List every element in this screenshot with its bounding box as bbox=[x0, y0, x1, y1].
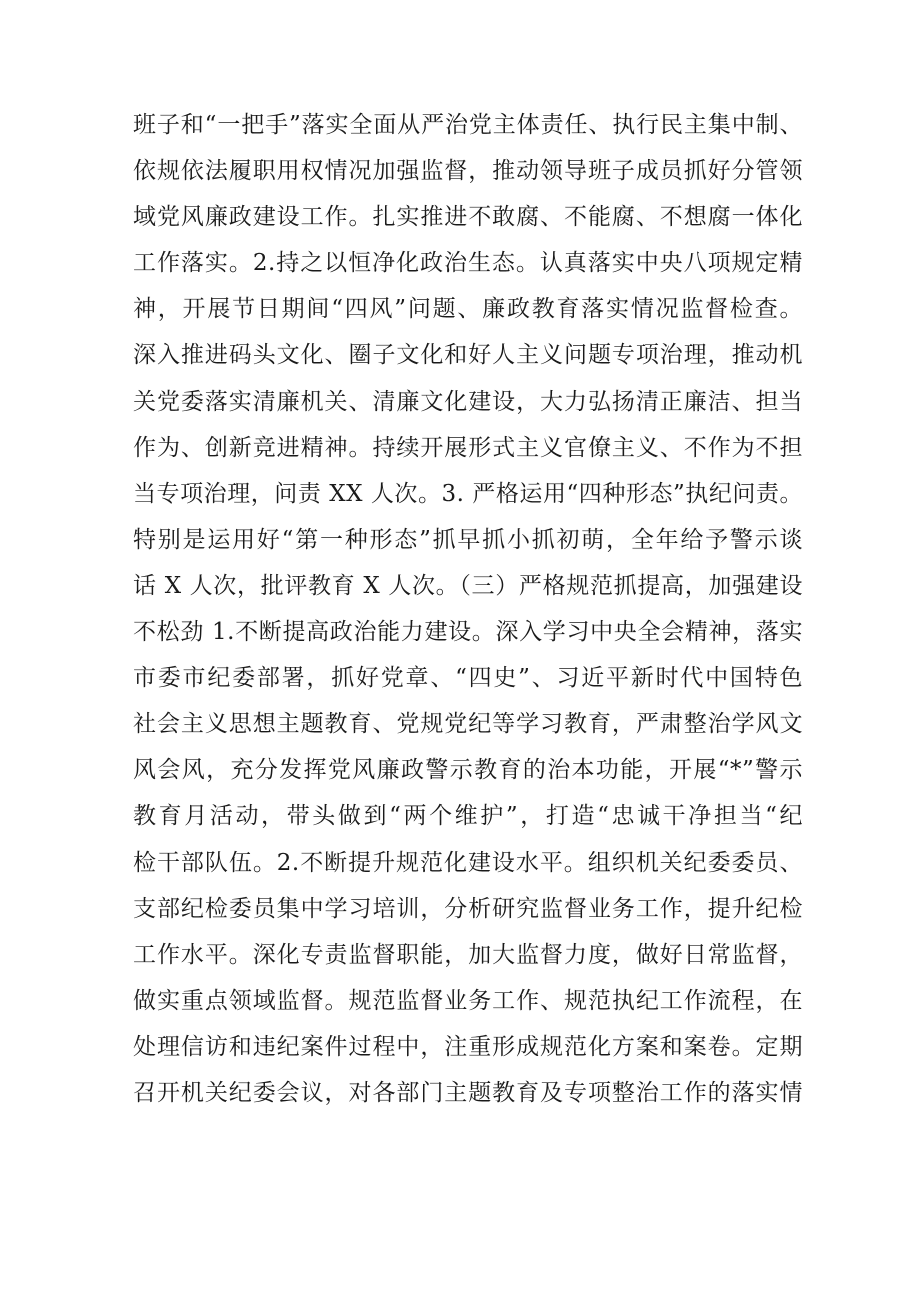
text-line-17: 检干部队伍。2.不断提升规范化建设水平。组织机关纪委委员、 bbox=[133, 849, 803, 876]
body-text bbox=[133, 102, 803, 1116]
text-line-7: 关党委落实清廉机关、清廉文化建设，大力弘扬清正廉洁、担当 bbox=[133, 388, 803, 415]
text-line-4: 工作落实。2.持之以恒净化政治生态。认真落实中央八项规定精 bbox=[133, 250, 803, 277]
text-line-8: 作为、创新竞进精神。持续开展形式主义官僚主义、不作为不担 bbox=[133, 434, 803, 461]
text-line-22: 召开机关纪委会议，对各部门主题教育及专项整治工作的落实情 bbox=[133, 1079, 803, 1106]
text-line-13: 市委市纪委部署，抓好党章、“四史”、习近平新时代中国特色 bbox=[133, 665, 803, 692]
text-line-9: 当专项治理，问责 XX 人次。3. 严格运用“四种形态”执纪问责。 bbox=[133, 480, 803, 507]
text-line-16: 教育月活动，带头做到“两个维护”，打造“忠诚干净担当“纪 bbox=[133, 803, 803, 830]
text-line-5: 神，开展节日期间“四风”问题、廉政教育落实情况监督检查。 bbox=[133, 296, 803, 323]
text-line-3: 域党风廉政建设工作。扎实推进不敢腐、不能腐、不想腐一体化 bbox=[133, 204, 803, 231]
text-line-1: 班子和“一把手”落实全面从严治党主体责任、执行民主集中制、 bbox=[133, 112, 803, 138]
text-line-18: 支部纪检委员集中学习培训，分析研究监督业务工作，提升纪检 bbox=[133, 895, 803, 922]
text-line-14: 社会主义思想主题教育、党规党纪等学习教育，严肃整治学风文 bbox=[133, 711, 803, 738]
text-line-21: 处理信访和违纪案件过程中，注重形成规范化方案和案卷。定期 bbox=[133, 1033, 803, 1060]
text-line-15: 风会风，充分发挥党风廉政警示教育的治本功能，开展“*”警示 bbox=[133, 757, 803, 784]
text-line-12: 不松劲 1.不断提高政治能力建设。深入学习中央全会精神，落实 bbox=[133, 619, 803, 646]
text-line-2: 依规依法履职用权情况加强监督，推动领导班子成员抓好分管领 bbox=[133, 158, 803, 185]
text-line-6: 深入推进码头文化、圈子文化和好人主义问题专项治理，推动机 bbox=[133, 342, 803, 369]
text-line-11: 话 X 人次，批评教育 X 人次。（三）严格规范抓提高，加强建设 bbox=[133, 572, 803, 599]
text-line-10: 特别是运用好“第一种形态”抓早抓小抓初萌，全年给予警示谈 bbox=[133, 526, 803, 553]
text-line-19: 工作水平。深化专责监督职能，加大监督力度，做好日常监督， bbox=[133, 941, 803, 968]
text-line-20: 做实重点领域监督。规范监督业务工作、规范执纪工作流程，在 bbox=[133, 987, 803, 1014]
